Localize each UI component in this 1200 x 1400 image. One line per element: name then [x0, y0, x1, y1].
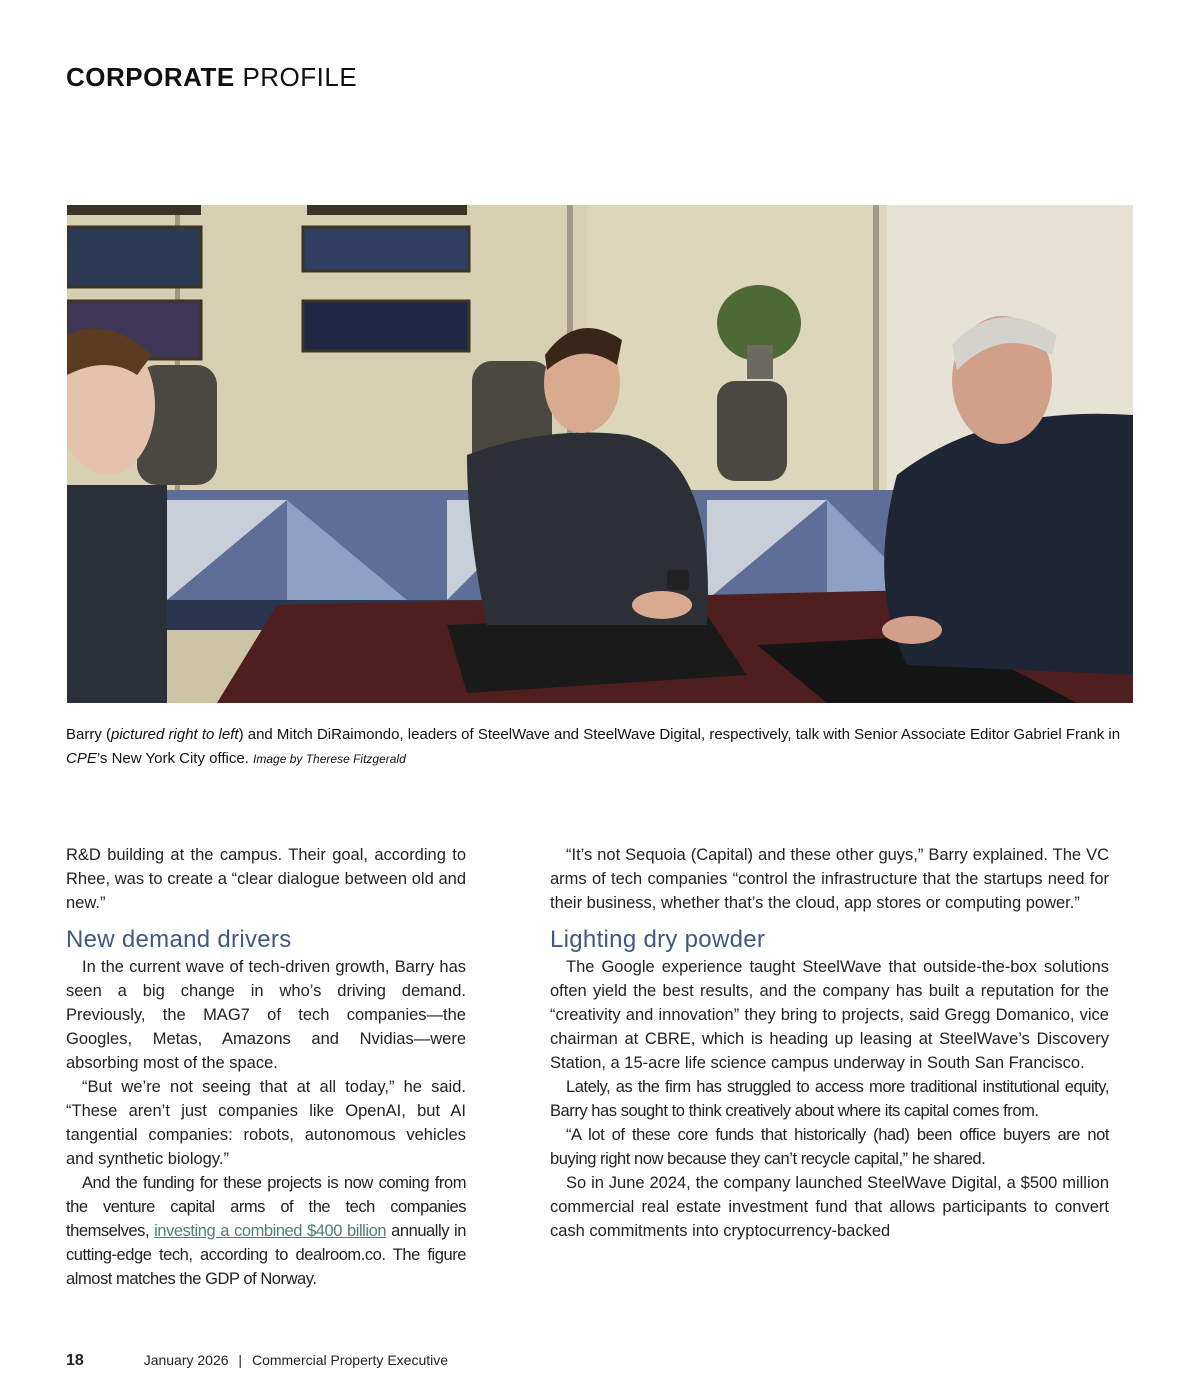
left-paragraph-2: In the current wave of tech-driven growth, Barry has seen a big change in who’s driving demand. Previously, the MAG7 of tech companies—the Googles, Metas, Amazons and Nvidias—were absorbing most of the space.: [66, 958, 466, 1072]
section-header: [66, 62, 357, 93]
left-paragraph-4: [66, 1171, 466, 1291]
left-paragraph-4-text-a: And the funding for these projects is now coming from the venture capital arms of the tech companies themselves,: [66, 1174, 466, 1240]
right-paragraph-1: “It’s not Sequoia (Capital) and these other guys,” Barry explained. The VC arms of tech companies “control the infrastructure that the startups need for their business, whether that’s the cloud, app stores or computing power.”: [550, 846, 1109, 912]
section-header-bold: CORPORATE: [66, 62, 235, 92]
subheading-new-demand-drivers: New demand drivers: [66, 926, 292, 953]
article-photo: [67, 205, 1133, 703]
photo-illustration: [67, 205, 1133, 703]
caption-italic-1: pictured right to left: [111, 726, 239, 743]
right-paragraph-2: The Google experience taught SteelWave that outside-the-box solutions often yield the best results, and the company has built a reputation for the “creativity and innovation” they bring to projects, said Gregg Domanico, vice chairman at CBRE, which is heading up leasing at SteelWave’s Discovery Station, a 15-acre life science campus underway in South San Francisco.: [550, 958, 1109, 1072]
dealroom-link[interactable]: investing a combined $400 billion: [154, 1222, 387, 1240]
left-paragraph-3: “But we’re not seeing that at all today,” he said. “These aren’t just companies like OpenAI, but AI tangential companies: robots, autonomous vehicles and synthetic biology.”: [66, 1078, 466, 1168]
right-paragraph-5: So in June 2024, the company launched SteelWave Digital, a $500 million commercial real estate investment fund that allows participants to convert cash commitments into cryptocurrency-backed: [550, 1174, 1109, 1240]
caption-text-2: ) and Mitch DiRaimondo, leaders of SteelWave and SteelWave Digital, respectively, talk with Senior Associate Editor Gabriel Frank in: [238, 726, 1121, 743]
right-paragraph-3: Lately, as the firm has struggled to access more traditional institutional equity, Barry has sought to think creatively about where its capital comes from.: [550, 1078, 1109, 1120]
publication-name: Commercial Property Executive: [251, 1352, 449, 1368]
caption-text-3: ’s New York City office.: [96, 750, 254, 767]
right-paragraph-4: “A lot of these core funds that historically (had) been office buyers are not buying right now because they can’t recycle capital,” he shared.: [550, 1126, 1109, 1168]
caption-text-1: Barry (: [66, 726, 111, 743]
page-number: 18: [66, 1352, 84, 1369]
page-footer: [66, 1352, 448, 1370]
footer-separator: |: [238, 1352, 243, 1368]
photo-credit: Image by Therese Fitzgerald: [253, 752, 406, 766]
section-header-light: PROFILE: [242, 62, 358, 92]
photo-caption: [66, 723, 1136, 771]
left-paragraph-1: R&D building at the campus. Their goal, according to Rhee, was to create a “clear dialogue between old and new.”: [66, 846, 466, 912]
left-column: [66, 843, 466, 1291]
left-paragraph-4-text-b: annually in cutting-edge tech, according to dealroom.co. The figure almost matches the GDP of Norway.: [66, 1222, 466, 1288]
issue-date: January 2026: [143, 1352, 229, 1368]
subheading-lighting-dry-powder: Lighting dry powder: [550, 926, 766, 953]
right-column: [550, 843, 1109, 1243]
caption-italic-2: CPE: [66, 750, 97, 767]
